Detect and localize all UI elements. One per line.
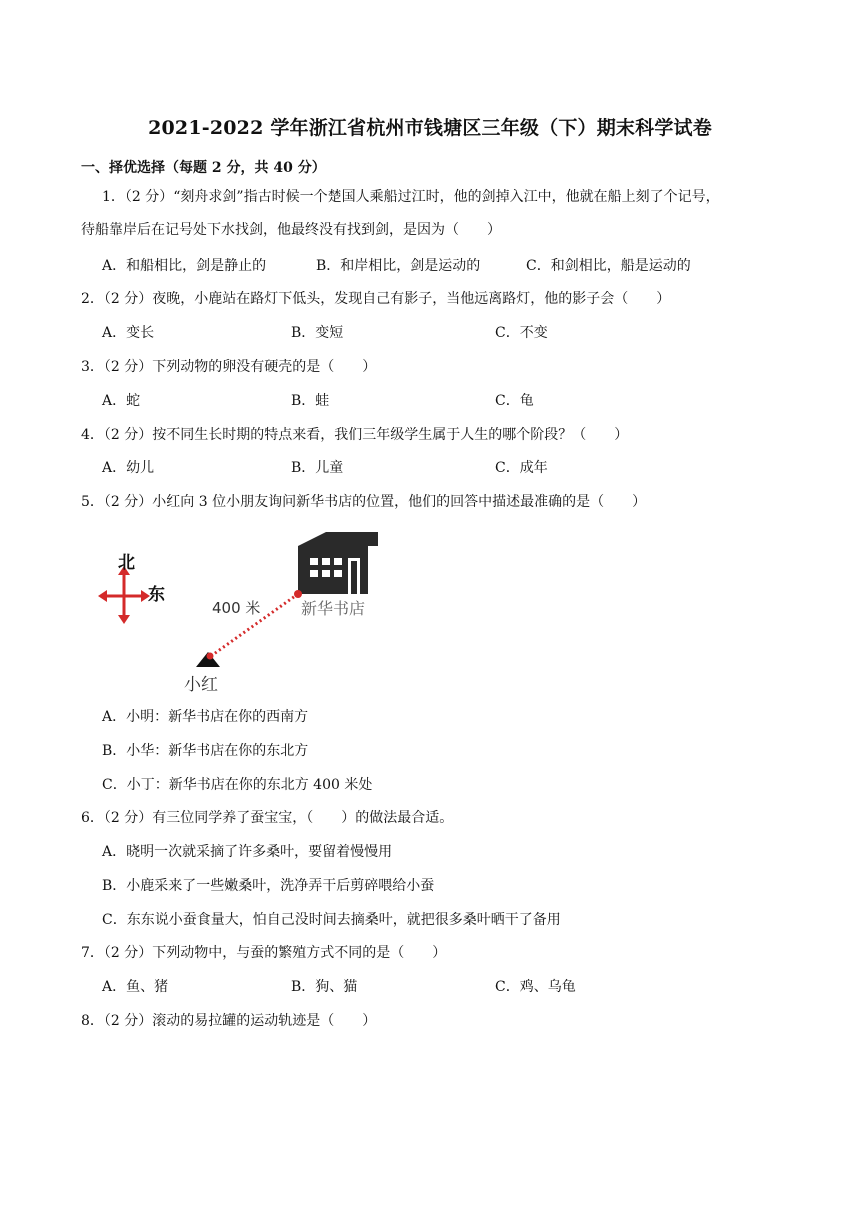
- question-4-line-1: 4．（2 分）按不同生长时期的特点来看，我们三年级学生属于人生的哪个阶段？（ ）: [81, 427, 629, 443]
- question-5-line-1: 5．（2 分）小红向 3 位小朋友询问新华书店的位置，他们的回答中描述最准确的是（ ）: [81, 494, 647, 510]
- question-1-option-a: A．和船相比，剑是静止的: [102, 258, 267, 274]
- question-2-line-1: 2．（2 分）夜晚，小鹿站在路灯下低头，发现自己有影子，当他远离路灯，他的影子会（ ）: [81, 291, 671, 307]
- question-6-option-a: A．晓明一次就采摘了许多桑叶，要留着慢慢用: [102, 844, 393, 860]
- question-1-option-c: C．和剑相比，船是运动的: [526, 258, 691, 274]
- question-7-option-b: B．狗、猫: [291, 979, 358, 995]
- question-4-option-c: C．成年: [495, 460, 548, 476]
- question-1-line-1: 1．（2 分）“刻舟求剑”指古时候一个楚国人乘船过江时，他的剑掉入江中，他就在船上刻了个记号，: [102, 189, 720, 205]
- question-3-option-b: B．蛙: [291, 393, 330, 409]
- question-8-line-1: 8．（2 分）滚动的易拉罐的运动轨迹是（ ）: [81, 1013, 377, 1029]
- question-2-option-b: B．变短: [291, 325, 344, 341]
- question-4-option-b: B．儿童: [291, 460, 344, 476]
- question-1-line-2: 待船靠岸后在记号处下水找剑，他最终没有找到剑，是因为（ ）: [81, 222, 501, 238]
- question-5-option-a: A．小明：新华书店在你的西南方: [102, 709, 309, 725]
- question-6-option-c: C．东东说小蚕食量大，怕自己没时间去摘桑叶，就把很多桑叶晒干了备用: [102, 912, 561, 928]
- compass-east-label: 东: [148, 585, 165, 605]
- question-3-option-c: C．龟: [495, 393, 534, 409]
- question-5-option-c: C．小丁：新华书店在你的东北方 400 米处: [102, 777, 373, 793]
- person-point: [207, 653, 214, 660]
- question-2-option-a: A．变长: [102, 325, 155, 341]
- question-7-option-a: A．鱼、猪: [102, 979, 169, 995]
- bookstore-label: 新华书店: [301, 599, 366, 618]
- compass-icon: [98, 566, 150, 624]
- bookstore-point: [294, 590, 302, 598]
- question-2-option-c: C．不变: [495, 325, 548, 341]
- question-3-line-1: 3．（2 分）下列动物的卵没有硬壳的是（ ）: [81, 359, 377, 375]
- question-7-line-1: 7．（2 分）下列动物中，与蚕的繁殖方式不同的是（ ）: [81, 945, 447, 961]
- question-6-line-1: 6．（2 分）有三位同学养了蚕宝宝，（ ）的做法最合适。: [81, 810, 454, 826]
- location-map-figure: [98, 528, 388, 698]
- question-7-option-c: C．鸡、乌龟: [495, 979, 576, 995]
- page-title: 2021-2022 学年浙江省杭州市钱塘区三年级（下）期末科学试卷: [148, 117, 712, 139]
- person-label: 小红: [184, 675, 218, 695]
- compass-north-label: 北: [118, 553, 135, 573]
- section-heading: 一、择优选择（每题 2 分，共 40 分）: [81, 160, 326, 176]
- distance-label: 400 米: [212, 599, 261, 617]
- question-6-option-b: B．小鹿采来了一些嫩桑叶，洗净弄干后剪碎喂给小蚕: [102, 878, 435, 894]
- bookstore-building-icon: [298, 532, 378, 594]
- question-1-option-b: B．和岸相比，剑是运动的: [316, 258, 481, 274]
- question-5-option-b: B．小华：新华书店在你的东北方: [102, 743, 309, 759]
- question-3-option-a: A．蛇: [102, 393, 141, 409]
- question-4-option-a: A．幼儿: [102, 460, 155, 476]
